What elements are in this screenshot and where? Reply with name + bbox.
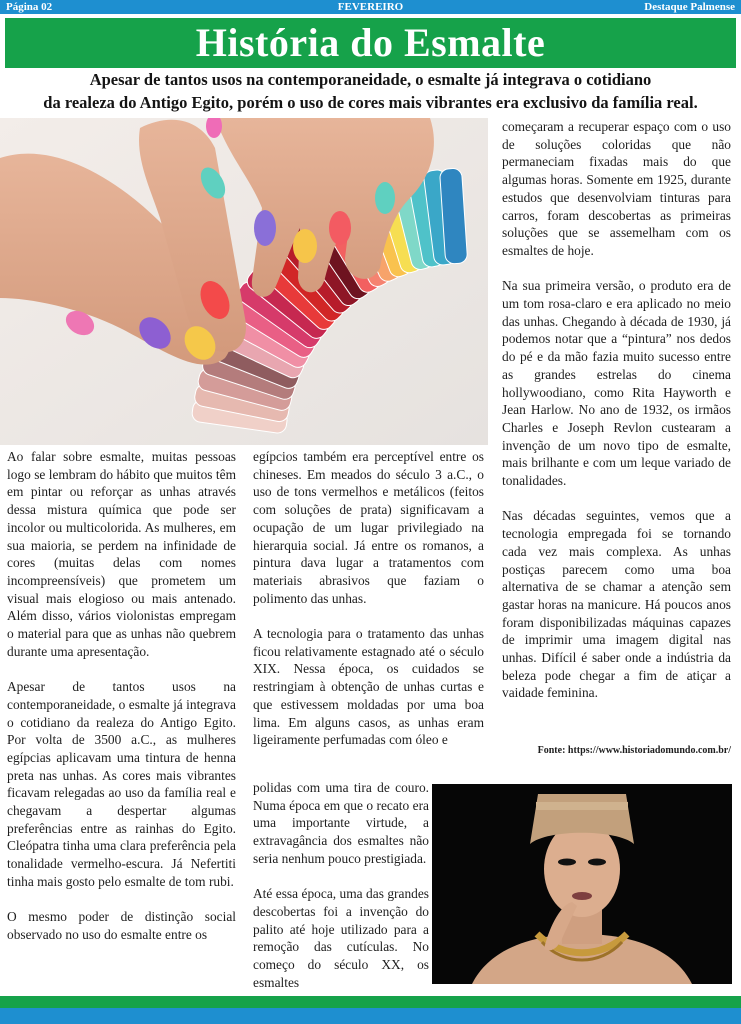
col3-paragraph: Na sua primeira versão, o produto era de um tom rosa-claro e era aplicado no meio das unhas. Chegando à década de 1930, já podemos notar que a “pintura” nos dedos do pé e da mão fazia muito sucesso entre as grandes estrelas do cinema hollywoodiano, como Rita Hayworth e Jean Harlow. No ano de 1932, os irmãos Charles e Joseph Revlon custearam a invenção de um novo tipo de esmalte, mais brilhante e com um leque variado de tonalidades. (502, 278, 731, 489)
nails-photo (0, 118, 488, 445)
col3-paragraph: começaram a recuperar espaço com o uso de soluções coloridas que não permaneciam fixadas mais do que algumas horas. Somente em 1925, durante estudos que desenvolviam tinturas para carros, foram descobertas as primeiras soluções que se assemelham com os esmaltes de hoje. (502, 119, 731, 258)
column-3 (502, 118, 731, 720)
col2-paragraph: polidas com uma tira de couro. Numa época em que o recato era uma importante virtude, a extravagância dos esmaltes não seria nenhum pouco prestigiada. (253, 780, 429, 866)
col2-paragraph: A tecnologia para o tratamento das unhas ficou relativamente estagnado até o século XIX. Nessa época, os cuidados se restringiam à obtenção de unhas curtas e que estivessem moldadas por uma boa lima. Em alguns casos, as unhas eram ligeiramente perfumadas com óleo e (253, 626, 484, 748)
queen-photo (432, 784, 732, 984)
subtitle-line-1: Apesar de tantos usos na contemporaneidade, o esmalte já integrava o cotidiano (89, 70, 652, 89)
col2-paragraph: egípcios também era perceptível entre os chineses. Em meados do século 3 a.C., o uso de tons vermelhos e metálicos (feitos com soluções de prata) significavam a ocupação de um lugar privilegiado na hierarquia social. Já entre os romanos, a pintura dava lugar a tratamentos com materiais abrasivos que faziam o polimento das unhas. (253, 449, 484, 606)
source-citation: Fonte: https://www.historiadomundo.com.br/ (537, 745, 731, 756)
column-2 (253, 448, 484, 749)
title-banner (5, 18, 736, 68)
top-header-bar (0, 0, 741, 14)
footer-green-bar (0, 996, 741, 1008)
page-number: Página 02 (6, 1, 53, 13)
col2-paragraph: Até essa época, uma das grandes descobertas foi a invenção do palito até hoje utilizado para a remoção das cutículas. No começo do século XX, os esmaltes (253, 886, 429, 990)
section-name: Destaque Palmense (644, 1, 735, 13)
col3-paragraph: Nas décadas seguintes, vemos que a tecnologia empregada foi se tornando cada vez mais complexa. As unhas postiças parecem como uma boa alternativa de se chamar a atenção sem gastar horas na manicure. Há poucos anos foram disponibilizadas máquinas capazes de imprimir uma imagem digital nas unhas. Difícil é saber onde a indústria da beleza pode chegar a fim de atiçar a vaidade feminina. (502, 508, 731, 701)
article-subtitle (0, 68, 741, 114)
subtitle-line-2: da realeza do Antigo Egito, porém o uso de cores mais vibrantes era exclusivo da família real. (43, 93, 698, 112)
col1-paragraph: Apesar de tantos usos na contemporaneidade, o esmalte já integrava o cotidiano da realeza do Antigo Egito. Por volta de 3500 a.C., as mulheres egípcias aplicavam uma tintura de henna preta nas unhas. As cores mais vibrantes ficavam relegadas ao uso da família real e chegavam a despertar algumas preferências entre as rainhas do Egito. Cleópatra tinha uma clara preferência pela tonalidade vermelho-escura. Já Nefertiti tinha mais gosto pelo esmalte de tom rubi. (7, 679, 236, 889)
month-label: FEVEREIRO (337, 1, 404, 13)
article-title: História do Esmalte (195, 20, 546, 65)
col1-paragraph: O mesmo poder de distinção social observado no uso do esmalte entre os (7, 909, 236, 942)
column-1 (7, 448, 236, 961)
column-2-wrapped (253, 779, 429, 991)
footer-blue-bar (0, 1008, 741, 1024)
col1-paragraph: Ao falar sobre esmalte, muitas pessoas logo se lembram do hábito que muitos têm em pintar ou reforçar as unhas através dessa mistura química que pode ser incolor ou multicolorida. As mulheres, em sua maioria, se perdem na infinidade de cores (muitas delas com nomes incompreensíveis) que prometem um visual mais elogioso ou mais antenado. Além disso, vários violonistas empregam o material para que as unhas não quebrem durante uma apresentação. (7, 449, 236, 659)
